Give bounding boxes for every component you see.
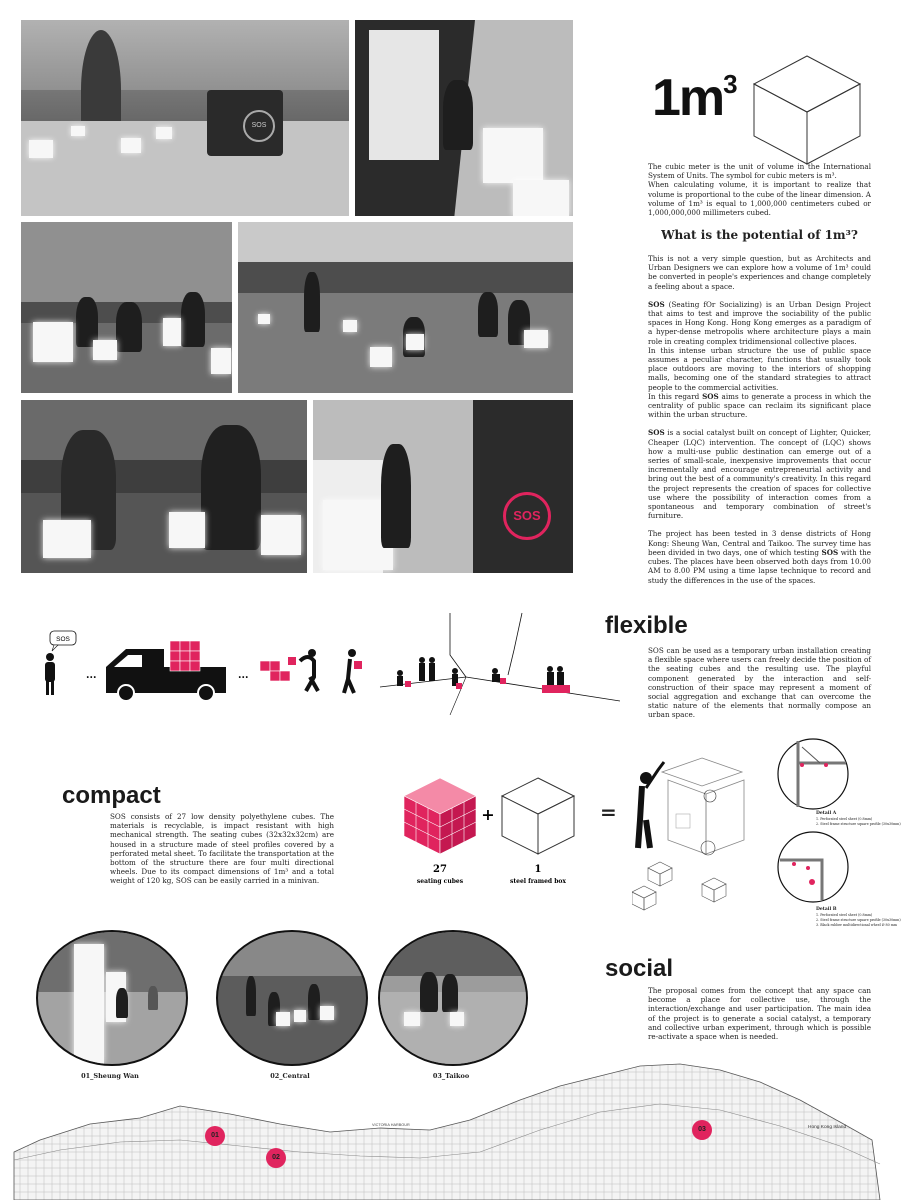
photo-sheung-wan-plaza (21, 20, 349, 216)
location-photo-sheung-wan (36, 930, 188, 1066)
caption-taikoo: 03_Taikoo (432, 1072, 470, 1080)
cubes-equation-diagram (400, 774, 600, 886)
sos-paragraph-4: is a social catalyst built on concept of Lighter, Quicker, Cheaper (LQC) intervention. The concept of (LQC) shows how a multi-use public destination can emerge out of a series of small-scale, inexpensive improvements that occur incrementally and encourage entrepreneurial activity and bring out the best of a community's creativity. In this regard the project represents the creation of spaces for collective use where the possibility of interaction comes from a spontaneous and temporary combination of street's furniture. (648, 428, 871, 521)
sos-bold: SOS (648, 299, 665, 309)
detail-a-note-2: 2. Steel frame structure square profile (30x30mm) (816, 822, 901, 826)
sos-bold-2: SOS (702, 391, 719, 401)
detail-b-label: Detail B (816, 907, 837, 912)
urban-scene-icon (380, 613, 620, 715)
sos-paragraph-2: In this intense urban structure the use of public space assumes a peculiar character, functions that usually took place outdoors are moving to the interiors of shopping malls, becoming one of the standard strategies to attract people to the commercial activities. (648, 345, 871, 392)
unloading-cubes-icon (260, 649, 318, 691)
map-island-label: Hong Kong Island (808, 1125, 847, 1130)
page-title (652, 68, 736, 128)
compact-heading: compact (62, 782, 161, 809)
question-paragraph: This is not a very simple question, but as Architects and Urban Designers we can explore how a volume of 1m³ could be converted in people's experiences and change completely a feeling about a space. (648, 254, 871, 291)
social-heading: social (605, 955, 674, 982)
caption-central: 02_Central (270, 1072, 310, 1080)
sos-bold-4: SOS (821, 547, 839, 557)
map-harbour-label: VICTORIA HARBOUR (372, 1123, 410, 1127)
person-carrying-cube-icon (344, 649, 362, 693)
compact-text: SOS consists of 27 low density polyethylene cubes. The materials is recyclable, is impact resistant with high mechanical strength. The seating cubes (32x32x32cm) are housed in a structure made of steel profiles covered by a perforated metal sheet. To facilitate the transportation at the bottom of the structure there are four multi directional wheels. Due to its compact dimensions of 1m³ and a total weight of 120 kg, SOS can be easily carried in a minivan. (110, 812, 334, 886)
cube-wireframe-icon (748, 50, 866, 168)
cube-stack-pink (170, 641, 200, 671)
flexible-heading: flexible (605, 612, 688, 639)
title-exponent: 3 (723, 69, 736, 99)
detail-a-label: Detail A (816, 811, 837, 816)
photo-child-cubes (355, 20, 573, 216)
person-icon (45, 653, 55, 695)
title-base: 1m (652, 69, 724, 127)
caption-sheung-wan: 01_Sheung Wan (81, 1072, 139, 1080)
hong-kong-island-map (0, 1060, 909, 1200)
detail-b-note-1: 1. Perforated steel sheet (0.8mm) (816, 913, 873, 917)
sos-logo-projection: SOS (503, 492, 551, 540)
location-photo-central (216, 930, 368, 1066)
map-pin-03[interactable]: 03 (692, 1120, 712, 1140)
map-pin-02[interactable]: 02 (266, 1148, 286, 1168)
photo-seated-people-night (21, 400, 307, 573)
seating-cubes-icon (404, 778, 476, 854)
project-description (648, 254, 871, 585)
steel-box-axonometric (632, 744, 772, 924)
cube-count: 27 (433, 864, 447, 875)
detail-a-note-1: 1. Perforated steel sheet (0.8mm) (816, 817, 873, 821)
flexible-sequence-diagram (30, 605, 620, 715)
box-count: 1 (534, 864, 542, 875)
steel-box-icon (502, 778, 574, 854)
intro-p1: The cubic meter is the unit of volume in the International System of Units. The symbol for cubic meters is m³. (648, 162, 871, 181)
detail-b-note-2: 2. Steel frame structure square profile (30x30mm) (816, 918, 901, 922)
social-text: The proposal comes from the concept that any space can become a place for collective use, through the interaction/exchange and user participation. The main idea of the project is to generate a social catalyst, a temporary and collective urban experiment, through which is possible re-activate a space when is needed. (648, 986, 871, 1042)
location-photo-taikoo (378, 930, 528, 1066)
detail-b-circle (776, 830, 850, 904)
detail-a-circle (776, 737, 850, 811)
person-opening-box-icon (638, 762, 664, 848)
map-pin-01[interactable]: 01 (205, 1126, 225, 1146)
sos-p3-pre: In this regard (648, 391, 703, 401)
sos-p5-pre: The project has been tested in 3 dense districts of Hong Kong: Sheung Wan, Central and Taikoo. The survey time has been divided in two days, one of which testing (648, 529, 871, 557)
sos-paragraph-1: (Seating fOr Socializing) is an Urban Design Project that aims to test and improve the sociability of the public spaces in Hong Kong. Hong Kong emerges as a paradigm of a hyper-dense metropolis where architecture plays a main role in creating complex tridimensional collective places. (648, 299, 871, 346)
plus-sign: + (481, 805, 495, 824)
intro-paragraph (648, 162, 871, 217)
sos-bold-3: SOS (648, 428, 665, 438)
photo-boy-stacking (313, 400, 573, 573)
equals-sign: = (600, 800, 617, 824)
ellipsis-1: ... (86, 670, 97, 681)
minivan-icon (106, 641, 226, 701)
flexible-text: SOS can be used as a temporary urban installation creating a flexible space where users can freely decide the position of the seating cubes and the resulting use. The playful component generated by the interaction and self-construction of their space may represent a moment of social aggregation and exchange that can overcome the static nature of the elements that normally compose an urban space. (648, 646, 871, 720)
intro-p2: When calculating volume, it is important to realize that volume is proportional to the cube of the linear dimension. A volume of 1m³ is equal to 1,000,000 centimeters cubed or 1,000,000,000 millimeters cubed. (648, 180, 871, 218)
detail-b-note-3: 3. Black rubber multidirectional wheel Ø 80 mm (816, 923, 897, 927)
speech-bubble-text: SOS (56, 636, 70, 643)
question-heading: What is the potential of 1m³? (661, 228, 858, 242)
sos-p3-post: aims to generate a process in which the centrality of public space can reclaim its significant place within the urban structure. (648, 391, 871, 420)
trolley-sos-sign: SOS (243, 110, 275, 142)
cube-count-label: seating cubes (416, 878, 464, 885)
photo-taikoo-lawn (238, 222, 573, 393)
sos-trolley (207, 90, 283, 156)
box-count-label: steel framed box (509, 878, 567, 885)
photo-central-night (21, 222, 232, 393)
ellipsis-2: ... (238, 670, 249, 681)
sos-p5-post: with the cubes. The places have been observed both days from 10.00 AM to 8.00 PM using a time lapse technique to record and study the differences in the use of the spaces. (648, 547, 871, 585)
